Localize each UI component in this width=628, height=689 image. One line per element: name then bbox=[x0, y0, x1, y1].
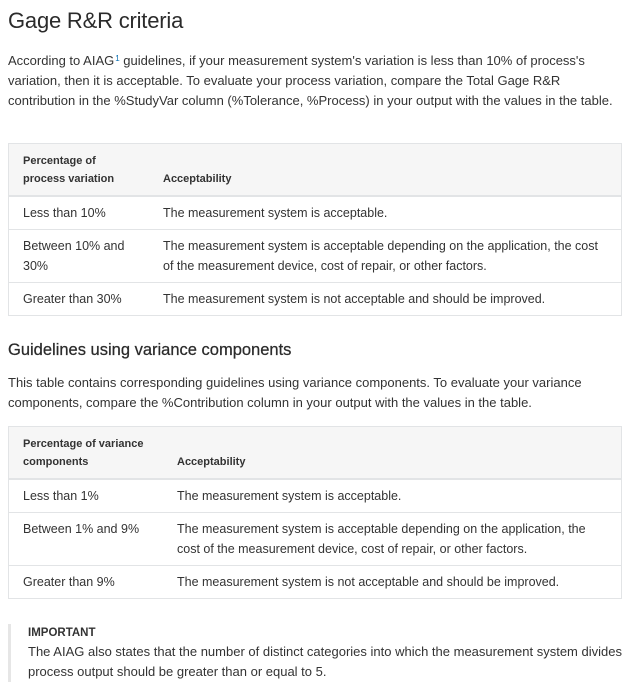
important-callout bbox=[8, 624, 628, 682]
table-row bbox=[9, 566, 622, 599]
page-title: Gage R&R criteria bbox=[8, 8, 184, 33]
table-header-row bbox=[9, 427, 622, 480]
table-row bbox=[9, 513, 622, 566]
percentage-cell: Less than 10% bbox=[9, 196, 150, 230]
column-header-acceptability: Acceptability bbox=[149, 144, 622, 197]
footnote-link[interactable]: 1 bbox=[115, 54, 120, 63]
acceptability-cell: The measurement system is acceptable. bbox=[149, 196, 622, 230]
table-row bbox=[9, 196, 622, 230]
acceptability-cell: The measurement system is acceptable. bbox=[163, 479, 622, 513]
table-row bbox=[9, 230, 622, 283]
intro-text-end: guidelines, if your measurement system's variation is less than 10% of process's variation, then it is acceptable. To evaluate your process variation, compare the Total Gage R&R contribution in the %StudyVar column (%Tolerance, %Process) in your output with the values in the table. bbox=[8, 53, 613, 108]
variance-paragraph: This table contains corresponding guidelines using variance components. To evaluate your variance components, compare the %Contribution column in your output with the values in the table. bbox=[8, 375, 582, 410]
acceptability-cell: The measurement system is acceptable depending on the application, the cost of the measurement device, cost of repair, or other factors. bbox=[163, 513, 622, 566]
process-variation-table bbox=[8, 143, 622, 316]
column-header-acceptability: Acceptability bbox=[163, 427, 622, 480]
percentage-cell: Less than 1% bbox=[9, 479, 164, 513]
column-header-percentage: Percentage of variance components bbox=[9, 427, 164, 480]
table-header-row bbox=[9, 144, 622, 197]
intro-paragraph bbox=[8, 51, 614, 111]
acceptability-cell: The measurement system is not acceptable and should be improved. bbox=[163, 566, 622, 599]
intro-text-start: According to AIAG bbox=[8, 53, 115, 68]
acceptability-cell: The measurement system is not acceptable and should be improved. bbox=[149, 283, 622, 316]
percentage-cell: Between 10% and 30% bbox=[9, 230, 150, 283]
important-text: The AIAG also states that the number of distinct categories into which the measurement system divides process output should be greater than or equal to 5. bbox=[28, 644, 622, 679]
table-row bbox=[9, 283, 622, 316]
variance-components-table bbox=[8, 426, 622, 599]
acceptability-cell: The measurement system is acceptable depending on the application, the cost of the measurement device, cost of repair, or other factors. bbox=[149, 230, 622, 283]
percentage-cell: Greater than 30% bbox=[9, 283, 150, 316]
column-header-percentage: Percentage of process variation bbox=[9, 144, 150, 197]
section-heading-variance: Guidelines using variance components bbox=[8, 341, 292, 359]
percentage-cell: Greater than 9% bbox=[9, 566, 164, 599]
table-row bbox=[9, 479, 622, 513]
percentage-cell: Between 1% and 9% bbox=[9, 513, 164, 566]
important-label: IMPORTANT bbox=[28, 627, 96, 639]
